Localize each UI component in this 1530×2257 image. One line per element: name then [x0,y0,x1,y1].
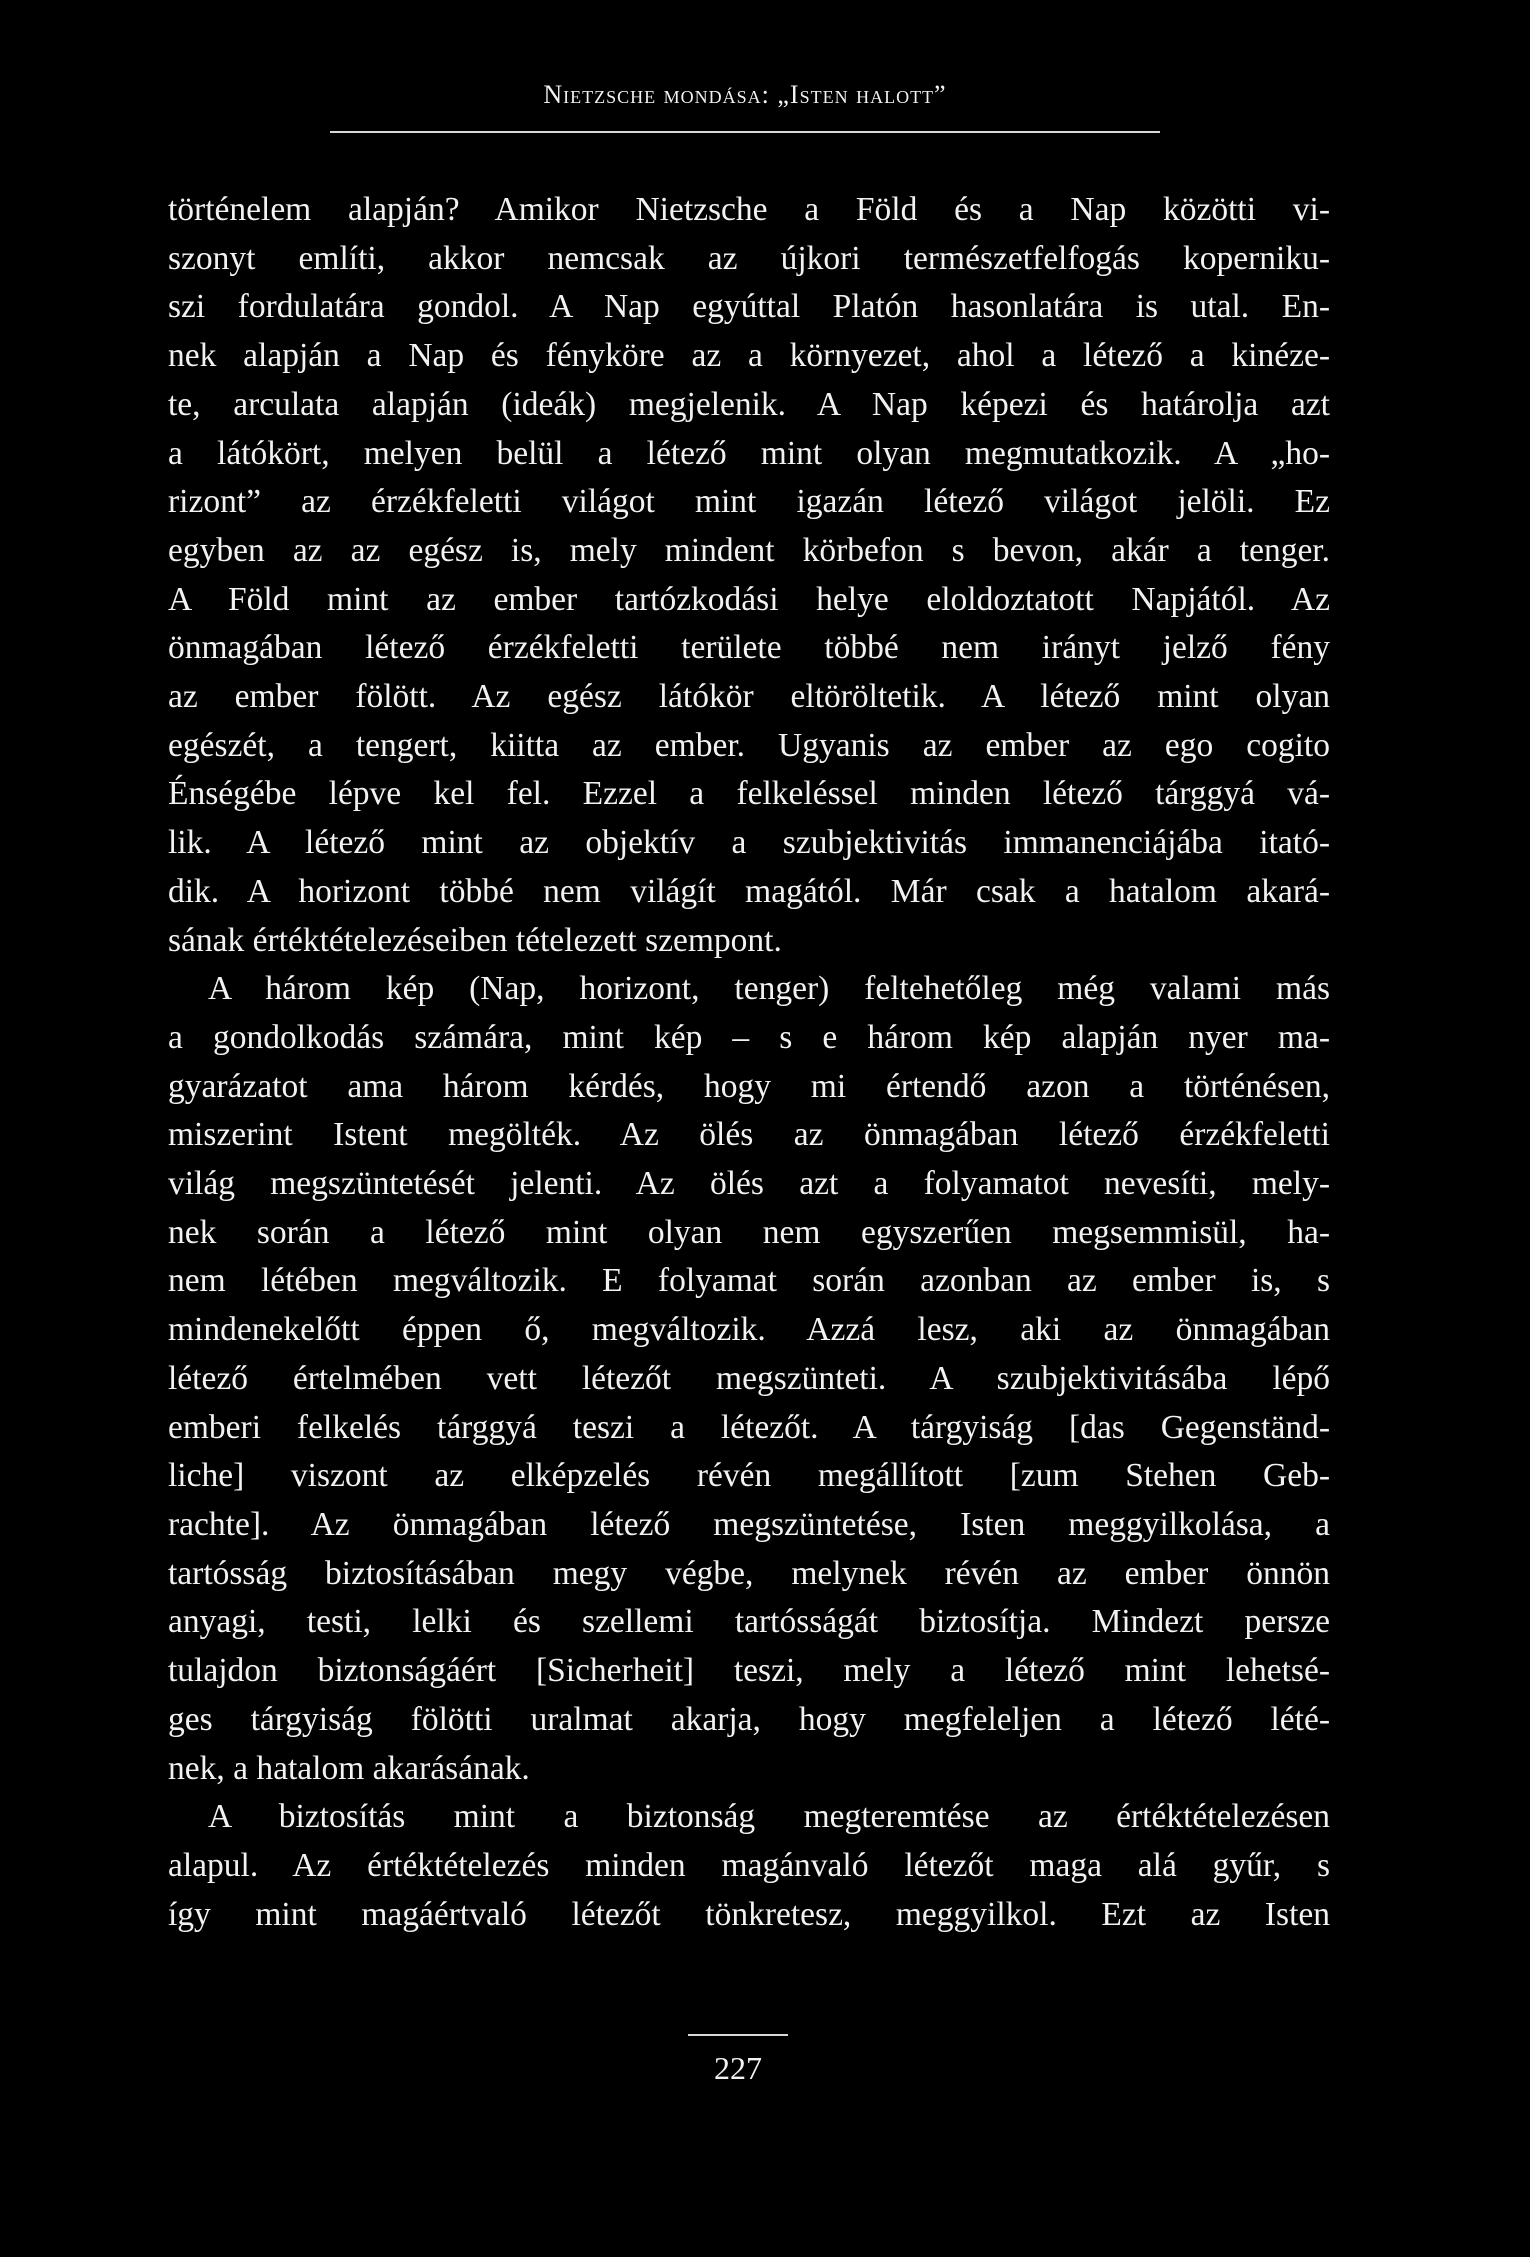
text-line: így mint magáértvaló létezőt tönkretesz, meggyilkol. Ezt az Isten [168,1895,1330,1933]
header-rule [330,131,1160,133]
text-line: szonyt említi, akkor nemcsak az újkori természetfelfogás koperniku- [168,239,1330,277]
paragraph-1 [168,186,1330,965]
text-line: dik. A horizont többé nem világít magától. Már csak a hatalom akará- [168,872,1330,910]
text-line: nek során a létező mint olyan nem egyszerűen megsemmisül, ha- [168,1213,1330,1251]
text-line: történelem alapján? Amikor Nietzsche a Föld és a Nap közötti vi- [168,191,1330,228]
text-line: nek alapján a Nap és fényköre az a környezet, ahol a létező a kinéze- [168,337,1330,375]
text-line: tartósság biztosításában megy végbe, melynek révén az ember önnön [168,1554,1330,1592]
text-line: emberi felkelés tárggyá teszi a létezőt. A tárgyiság [das Gegenständ- [168,1408,1330,1446]
text-line: a gondolkodás számára, mint kép – s e három kép alapján nyer ma- [168,1018,1330,1056]
text-line: világ megszüntetését jelenti. Az ölés azt a folyamatot nevesíti, mely- [168,1165,1330,1203]
text-line: sának értéktételezéseiben tételezett szempont. [168,921,782,959]
text-line: nem létében megváltozik. E folyamat során azonban az ember is, s [168,1262,1330,1300]
text-line: az ember fölött. Az egész látókör eltöröltetik. A létező mint olyan [168,678,1330,716]
body-text [168,186,1330,1939]
text-line: mindenekelőtt éppen ő, megváltozik. Azzá lesz, aki az önmagában [168,1311,1330,1349]
page-number: 227 [714,2050,762,2086]
text-line: létező értelmében vett létezőt megszünteti. A szubjektivitásába lépő [168,1359,1330,1397]
text-line: Énségébe lépve kel fel. Ezzel a felkeléssel minden létező tárggyá vá- [168,775,1330,813]
text-line: rachte]. Az önmagában létező megszüntetése, Isten meggyilkolása, a [168,1505,1330,1543]
text-line: tulajdon biztonságáért [Sicherheit] teszi, mely a létező mint lehetsé- [168,1652,1330,1690]
footer-rule [688,2034,788,2036]
text-line: alapul. Az értéktételezés minden magánvaló létezőt maga alá gyűr, s [168,1846,1330,1884]
text-line: miszerint Istent megölték. Az ölés az önmagában létező érzékfeletti [168,1116,1330,1154]
text-line: egyben az az egész is, mely mindent körbefon s bevon, akár a tenger. [168,531,1330,569]
text-line: szi fordulatára gondol. A Nap egyúttal Platón hasonlatára is utal. En- [168,288,1330,326]
paragraph-3 [168,1793,1330,1939]
running-head: Nietzsche mondása: „Isten halott” [543,80,947,109]
text-line: önmagában létező érzékfeletti területe többé nem irányt jelző fény [168,629,1330,667]
text-line: anyagi, testi, lelki és szellemi tartósságát biztosítja. Mindezt persze [168,1603,1330,1641]
text-line: rizont” az érzékfeletti világot mint igazán létező világot jelöli. Ez [168,483,1330,521]
text-line: egészét, a tengert, kiitta az ember. Ugyanis az ember az ego cogito [168,726,1330,764]
text-line: ges tárgyiság fölötti uralmat akarja, hogy megfeleljen a létező lété- [168,1700,1330,1738]
paragraph-2 [168,965,1330,1793]
text-line: A Föld mint az ember tartózkodási helye eloldoztatott Napjától. Az [168,580,1330,618]
text-line: a látókört, melyen belül a létező mint olyan megmutatkozik. A „ho- [168,434,1330,472]
text-line: nek, a hatalom akarásának. [168,1749,530,1787]
text-line: liche] viszont az elképzelés révén megállított [zum Stehen Geb- [168,1457,1330,1495]
text-line: gyarázatot ama három kérdés, hogy mi értendő azon a történésen, [168,1067,1330,1105]
text-line: te, arculata alapján (ideák) megjelenik. A Nap képezi és határolja azt [168,385,1330,423]
text-line: A három kép (Nap, horizont, tenger) feltehetőleg még valami más [208,970,1330,1008]
text-line: A biztosítás mint a biztonság megteremtése az értéktételezésen [208,1798,1330,1836]
text-line: lik. A létező mint az objektív a szubjektivitás immanenciájába itató- [168,824,1330,862]
